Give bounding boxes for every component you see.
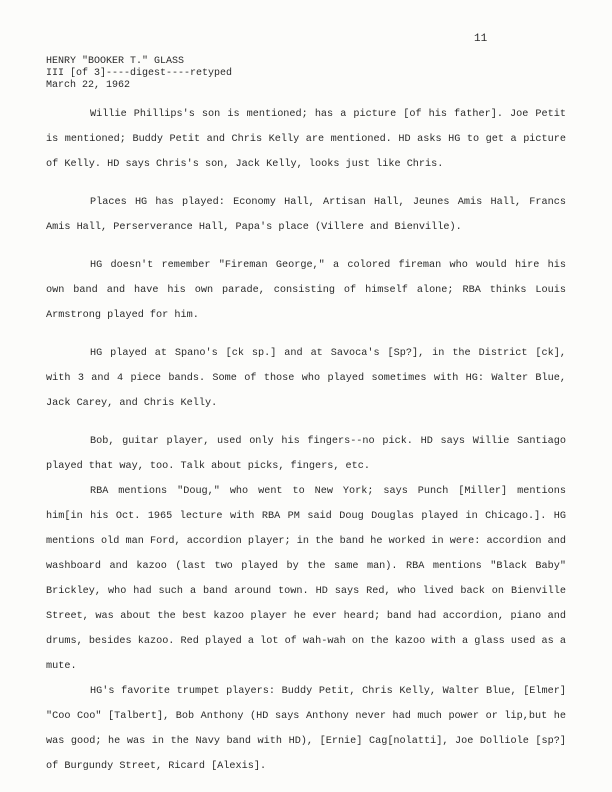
paragraph: Places HG has played: Economy Hall, Artisan Hall, Jeunes Amis Hall, Francs Amis Hall, Perserverance Hall, Papa's place (Villere and Bienville). <box>46 197 566 233</box>
paragraph: HG doesn't remember "Fireman George," a colored fireman who would hire his own band and have his own parade, consisting of himself alone; RBA thinks Louis Armstrong played for him. <box>46 260 566 321</box>
header-reel-info: III [of 3]----digest----retyped <box>46 68 233 79</box>
header-date: March 22, 1962 <box>46 80 131 91</box>
paragraph: Bob, guitar player, used only his fingers--no pick. HD says Willie Santiago played that way, too. Talk about picks, fingers, etc. <box>46 436 566 472</box>
paragraph: RBA mentions "Doug," who went to New York; says Punch [Miller] mentions him[in his Oct. 1965 lecture with RBA PM said Doug Douglas played in Chicago.]. HG mentions old man Ford, accordion player; in the band he worked in were: accordion and washboard and kazoo (last two played by the same man). RBA mentions "Black Baby" Brickley, who had such a band around town. HD says Red, who lived back on Bienville Street, was about the best kazoo player he ever heard; band had accordion, piano and drums, besides kazoo. Red played a lot of wah-wah on the kazoo with a glass used as a mute. <box>46 486 566 672</box>
page-number: 11 <box>474 33 488 45</box>
document-body <box>46 102 566 792</box>
header-interviewee: HENRY "BOOKER T." GLASS <box>46 56 185 67</box>
paragraph: HG played at Spano's [ck sp.] and at Savoca's [Sp?], in the District [ck], with 3 and 4 piece bands. Some of those who played sometimes with HG: Walter Blue, Jack Carey, and Chris Kelly. <box>46 348 566 409</box>
document-header <box>46 56 232 92</box>
paragraph: HG's favorite trumpet players: Buddy Petit, Chris Kelly, Walter Blue, [Elmer] "Coo Coo" [Talbert], Bob Anthony (HD says Anthony never had much power or lip,but he was good; he was in the Navy band with HD), [Ernie] Cag[nolatti], Joe Dolliole [sp?] of Burgundy Street, Ricard [Alexis]. <box>46 686 566 772</box>
paragraph: Willie Phillips's son is mentioned; has a picture [of his father]. Joe Petit is mentioned; Buddy Petit and Chris Kelly are mentioned. HD asks HG to get a picture of Kelly. HD says Chris's son, Jack Kelly, looks just like Chris. <box>46 109 566 170</box>
